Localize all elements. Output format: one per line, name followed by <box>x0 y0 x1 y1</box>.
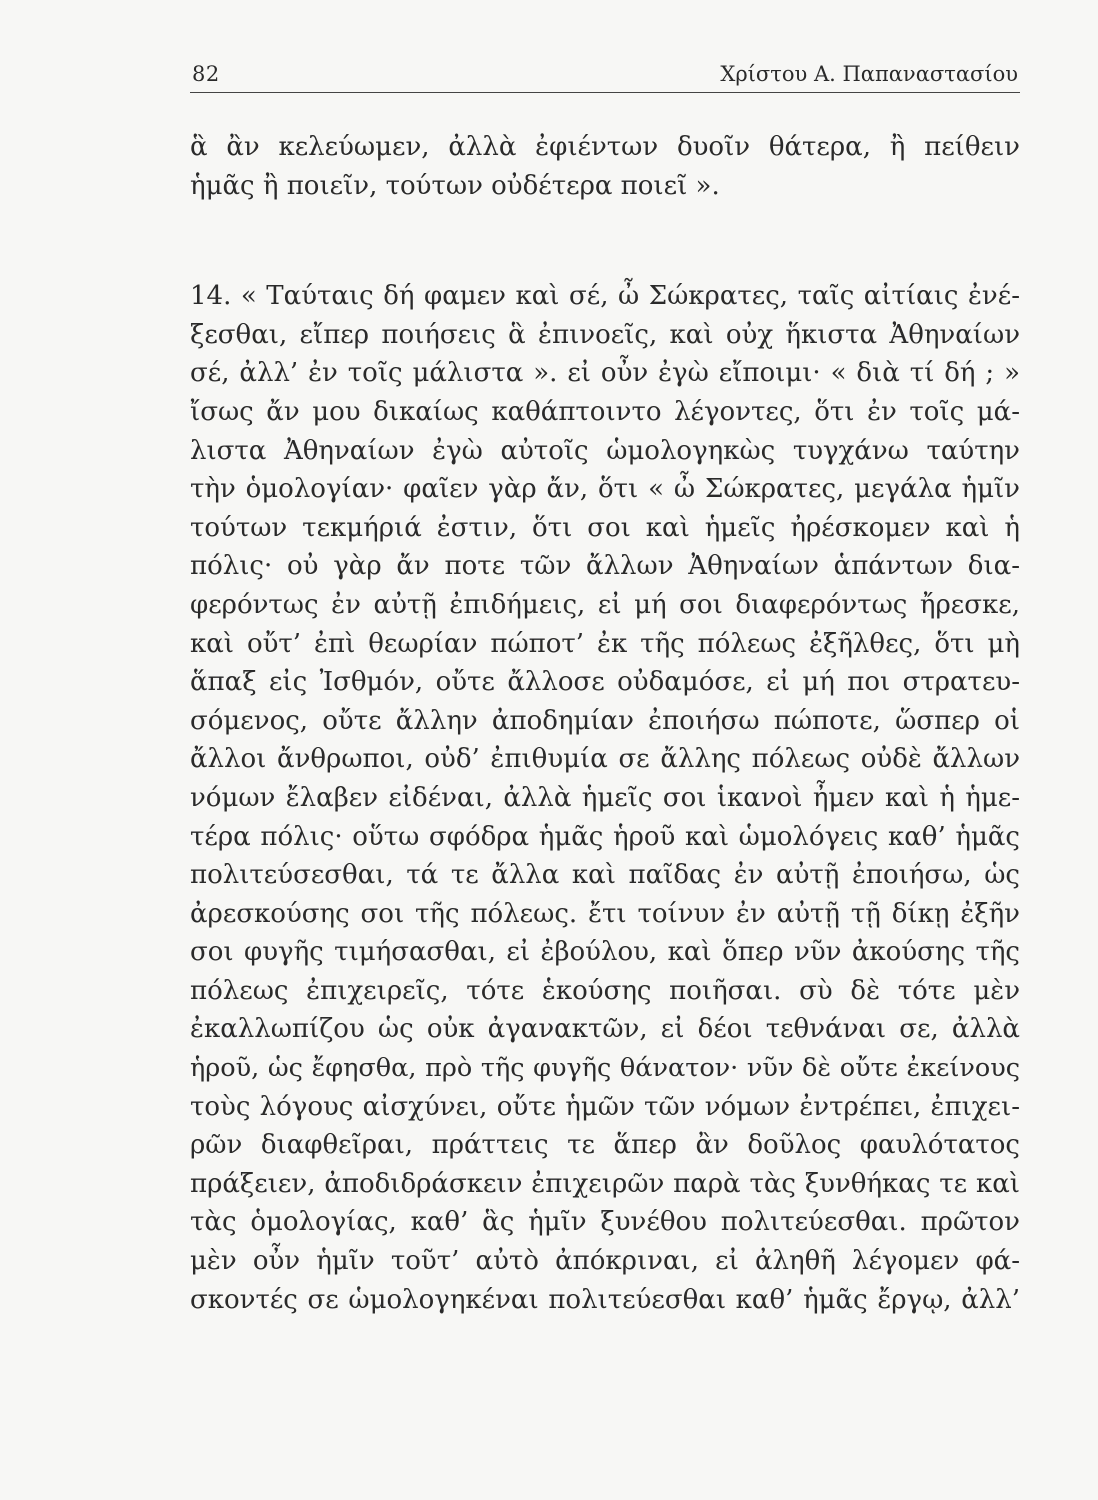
text-line: πόλεως ἐπιχειρεῖς, τότε ἑκούσης ποιῆσαι. σὺ δὲ τότε μὲν <box>190 975 1020 1006</box>
text-line: φερόντως ἐν αὐτῇ ἐπιδήμεις, εἰ μή σοι διαφερόντως ἤρεσκε, <box>190 589 1020 620</box>
text-line: λιστα Ἀθηναίων ἐγὼ αὐτοῖς ὡμολογηκὼς τυγχάνω ταύτην <box>190 435 1020 466</box>
text-line: ἀρεσκούσης σοι τῆς πόλεως. ἔτι τοίνυν ἐν αὐτῇ τῇ δίκῃ ἐξῆν <box>190 898 1020 929</box>
page-number: 82 <box>192 62 220 86</box>
page-header <box>190 58 1020 93</box>
text-line: ἄλλοι ἄνθρωποι, οὐδ’ ἐπιθυμία σε ἄλλης πόλεως οὐδὲ ἄλλων <box>190 744 1020 775</box>
paragraph-1 <box>190 128 1020 205</box>
text-line: ἅπαξ εἰς Ἰσθμόν, οὔτε ἄλλοσε οὐδαμόσε, εἰ μή ποι στρατευ- <box>190 667 1020 698</box>
text-line: ρῶν διαφθεῖραι, πράττεις τε ἅπερ ἂν δοῦλος φαυλότατος <box>190 1130 1020 1161</box>
text-line: ἴσως ἄν μου δικαίως καθάπτοιντο λέγοντες, ὅτι ἐν τοῖς μά- <box>190 396 1020 427</box>
text-line: σοι φυγῆς τιμήσασθαι, εἰ ἐβούλου, καὶ ὅπερ νῦν ἀκούσης τῆς <box>190 937 1020 968</box>
text-line: τὰς ὁμολογίας, καθ’ ἃς ἡμῖν ξυνέθου πολιτεύεσθαι. πρῶτον <box>190 1207 1020 1238</box>
paragraph-gap <box>190 205 1020 277</box>
text-line: πράξειεν, ἀποδιδράσκειν ἐπιχειρῶν παρὰ τὰς ξυνθήκας τε καὶ <box>190 1168 1020 1199</box>
text-line: ἡμᾶς ἢ ποιεῖν, τούτων οὐδέτερα ποιεῖ ». <box>190 170 720 201</box>
text-line: νόμων ἔλαβεν εἰδέναι, ἀλλὰ ἡμεῖς σοι ἱκανοὶ ἦμεν καὶ ἡ ἡμε- <box>190 782 1020 813</box>
running-head: Χρίστου Α. Παπαναστασίου <box>720 62 1018 86</box>
text-line: ἡροῦ, ὡς ἔφησθα, πρὸ τῆς φυγῆς θάνατον· νῦν δὲ οὔτε ἐκείνους <box>190 1053 1020 1084</box>
text-line: 14. « Ταύταις δή φαμεν καὶ σέ, ὦ Σώκρατες, ταῖς αἰτίαις ἐνέ- <box>190 281 1020 312</box>
text-line: τέρα πόλις· οὕτω σφόδρα ἡμᾶς ἡροῦ καὶ ὡμολόγεις καθ’ ἡμᾶς <box>190 821 1020 852</box>
text-line: ἐκαλλωπίζου ὡς οὐκ ἀγανακτῶν, εἰ δέοι τεθνάναι σε, ἀλλὰ <box>190 1014 1020 1045</box>
paragraph-2 <box>190 277 1020 1319</box>
text-line: καὶ οὔτ’ ἐπὶ θεωρίαν πώποτ’ ἐκ τῆς πόλεως ἐξῆλθες, ὅτι μὴ <box>190 628 1020 659</box>
text-line: πολιτεύσεσθαι, τά τε ἄλλα καὶ παῖδας ἐν αὐτῇ ἐποιήσω, ὡς <box>190 860 1020 891</box>
body-text <box>190 128 1020 1319</box>
text-line: τοὺς λόγους αἰσχύνει, οὔτε ἡμῶν τῶν νόμων ἐντρέπει, ἐπιχει- <box>190 1091 1020 1122</box>
text-line: τὴν ὁμολογίαν· φαῖεν γὰρ ἄν, ὅτι « ὦ Σώκρατες, μεγάλα ἡμῖν <box>190 474 1020 505</box>
text-line: σέ, ἀλλ’ ἐν τοῖς μάλιστα ». εἰ οὖν ἐγὼ εἴποιμι· « διὰ τί δή ; » <box>190 358 1020 389</box>
text-line: ἃ ἂν κελεύωμεν, ἀλλὰ ἐφιέντων δυοῖν θάτερα, ἢ πείθειν <box>190 132 1020 162</box>
text-line: πόλις· οὐ γὰρ ἄν ποτε τῶν ἄλλων Ἀθηναίων ἁπάντων δια- <box>190 551 1020 582</box>
text-line: μὲν οὖν ἡμῖν τοῦτ’ αὐτὸ ἀπόκριναι, εἰ ἀληθῆ λέγομεν φά- <box>190 1246 1020 1277</box>
text-line: ξεσθαι, εἴπερ ποιήσεις ἃ ἐπινοεῖς, καὶ οὐχ ἥκιστα Ἀθηναίων <box>190 319 1020 350</box>
text-line: σόμενος, οὔτε ἄλλην ἀποδημίαν ἐποιήσω πώποτε, ὥσπερ οἱ <box>190 705 1020 736</box>
text-line: τούτων τεκμήριά ἐστιν, ὅτι σοι καὶ ἡμεῖς ἠρέσκομεν καὶ ἡ <box>190 512 1020 543</box>
text-line: σκοντές σε ὡμολογηκέναι πολιτεύεσθαι καθ’ ἡμᾶς ἔργῳ, ἀλλ’ <box>190 1284 1020 1315</box>
